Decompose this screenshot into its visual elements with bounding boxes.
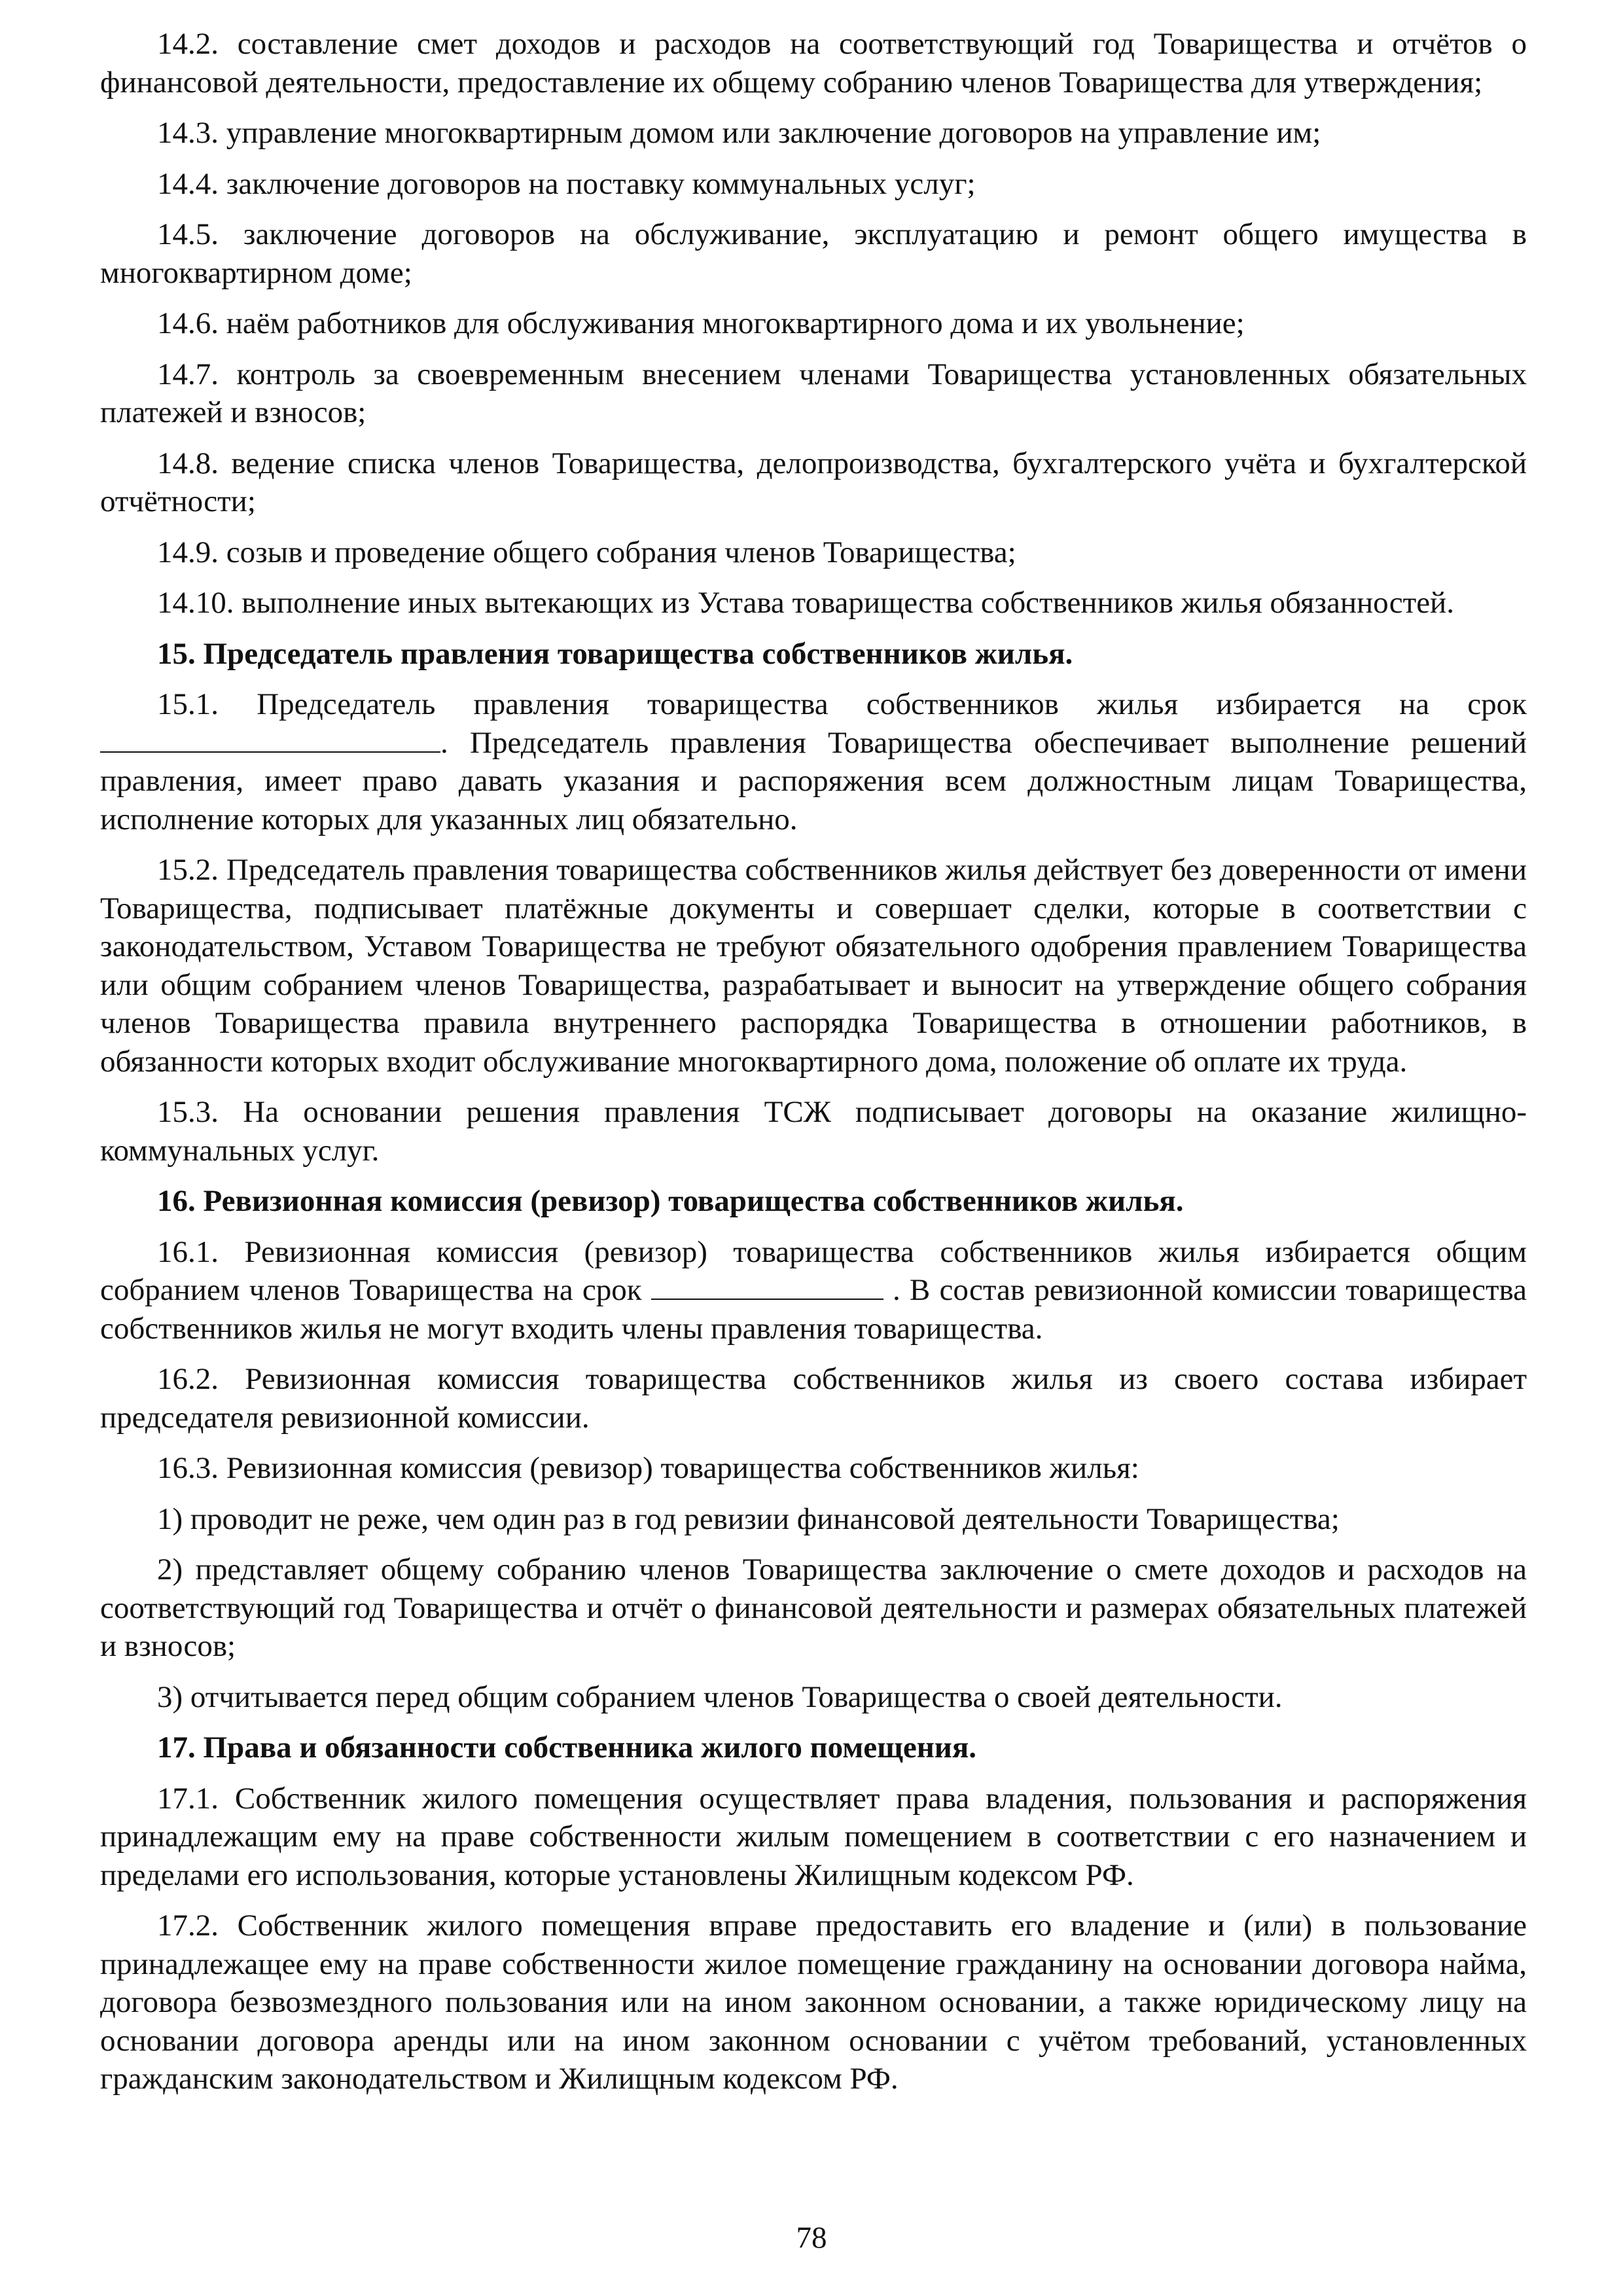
clause-17-2: 17.2. Собственник жилого помещения вправе предоставить его владение и (или) в пользование принадлежащее ему на праве собственности жилое помещение гражданину на основании договора найма, договора безвозмездного пользования или на ином законном основании, а также юридическому лицу на основании договора аренды или на ином законном основании с учётом требований, установленных гражданским законодательством и Жилищным кодексом РФ. — [100, 1909, 1527, 2096]
clause-15-1-start: 15.1. Председатель правления товарищества собственников жилья избирается на срок — [157, 687, 1527, 721]
clause-14-9: 14.9. созыв и проведение общего собрания членов Товарищества; — [157, 535, 1016, 569]
clause-15-1 — [100, 685, 1527, 838]
clause-14-8: 14.8. ведение списка членов Товарищества, делопроизводства, бухгалтерского учёта и бухгалтерской отчётности; — [100, 446, 1527, 518]
clause-14-5: 14.5. заключение договоров на обслуживание, эксплуатацию и ремонт общего имущества в многоквартирном доме; — [100, 217, 1527, 290]
page-number: 78 — [796, 2221, 827, 2255]
clause-16-1-end: . В состав ревизионной комиссии товарищества собственников жилья не могут входить члены правления товарищества. — [100, 1273, 1527, 1346]
term-blank-field — [100, 725, 440, 753]
clause-16-3: 16.3. Ревизионная комиссия (ревизор) товарищества собственников жилья: — [157, 1451, 1139, 1485]
clause-17-1: 17.1. Собственник жилого помещения осуществляет права владения, пользования и распоряжения принадлежащим ему на праве собственности жилым помещением в соответствии с его назначением и пределами его использования, которые установлены Жилищным кодексом РФ. — [100, 1781, 1527, 1892]
clause-14-4: 14.4. заключение договоров на поставку коммунальных услуг; — [157, 166, 976, 201]
clause-15-3: 15.3. На основании решения правления ТСЖ подписывает договоры на оказание жилищно-коммунальных услуг. — [100, 1095, 1527, 1168]
document-body — [100, 25, 1527, 2111]
clause-15-2: 15.2. Председатель правления товарищества собственников жилья действует без доверенности от имени Товарищества, подписывает платёжные документы и совершает сделки, которые в соответствии с законодательством, Уставом Товарищества не требуют обязательного одобрения правлением Товарищества или общим собранием членов Товарищества, разрабатывает и выносит на утверждение общего собрания членов Товарищества правила внутреннего распорядка Товарищества в отношении работников, в обязанности которых входит обслуживание многоквартирного дома, положение об оплате их труда. — [100, 853, 1527, 1079]
clause-16-1 — [100, 1233, 1527, 1348]
clause-16-2: 16.2. Ревизионная комиссия товарищества собственников жилья из своего состава избирает председателя ревизионной комиссии. — [100, 1362, 1527, 1435]
clause-15-1-end: . Председатель правления Товарищества обеспечивает выполнение решений правления, имеет право давать указания и распоряжения всем должностным лицам Товарищества, исполнение которых для указанных лиц обязательно. — [100, 725, 1527, 836]
clause-14-3: 14.3. управление многоквартирным домом или заключение договоров на управление им; — [157, 116, 1321, 150]
section-17-heading: 17. Права и обязанности собственника жилого помещения. — [157, 1731, 977, 1765]
clause-16-1-start: 16.1. Ревизионная комиссия (ревизор) товарищества собственников жилья избирается общим собранием членов Товарищества на срок — [100, 1234, 1527, 1307]
clause-16-3-item-3: 3) отчитывается перед общим собранием членов Товарищества о своей деятельности. — [157, 1679, 1283, 1714]
clause-16-3-item-2: 2) представляет общему собранию членов Товарищества заключение о смете доходов и расходов на соответствующий год Товарищества и отчёт о финансовой деятельности и размерах обязательных платежей и взносов; — [100, 1552, 1527, 1663]
clause-14-2: 14.2. составление смет доходов и расходов на соответствующий год Товарищества и отчётов о финансовой деятельности, предоставление их общему собранию членов Товарищества для утверждения; — [100, 27, 1527, 99]
clause-16-3-item-1: 1) проводит не реже, чем один раз в год ревизии финансовой деятельности Товарищества; — [157, 1501, 1340, 1536]
section-15-heading: 15. Председатель правления товарищества собственников жилья. — [157, 636, 1073, 671]
clause-14-7: 14.7. контроль за своевременным внесением членами Товарищества установленных обязательных платежей и взносов; — [100, 357, 1527, 429]
section-16-heading: 16. Ревизионная комиссия (ревизор) товарищества собственников жилья. — [157, 1184, 1184, 1218]
clause-14-10: 14.10. выполнение иных вытекающих из Устава товарищества собственников жилья обязанностей. — [157, 586, 1454, 620]
clause-14-6: 14.6. наём работников для обслуживания многоквартирного дома и их увольнение; — [157, 306, 1245, 340]
term-blank-field — [651, 1272, 883, 1300]
